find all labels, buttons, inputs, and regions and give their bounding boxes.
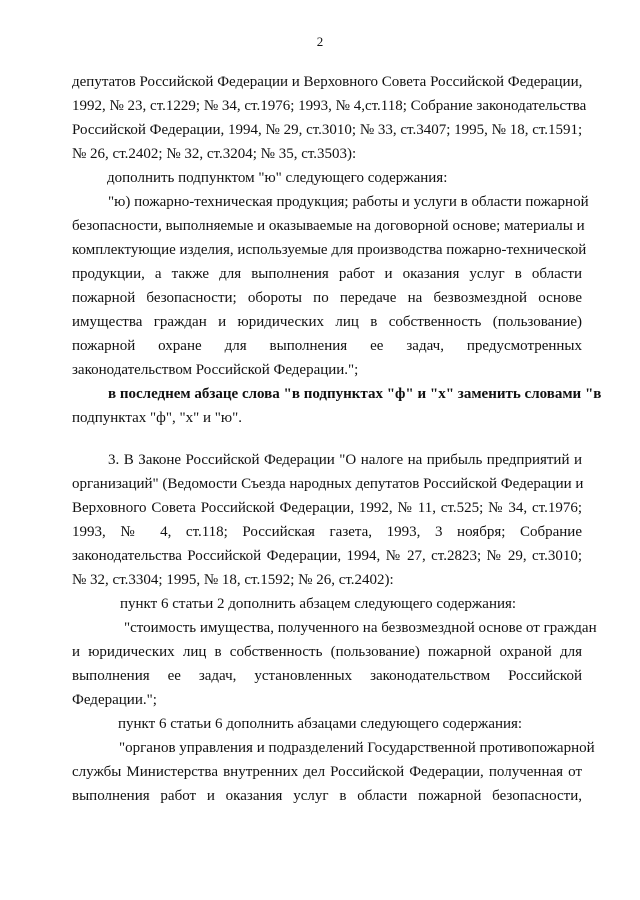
text-line: 1992, № 23, ст.1229; № 34, ст.1976; 1993, № 4,ст.118; Собрание законодательства	[72, 98, 587, 114]
text-line: "стоимость имущества, полученного на безвозмездной основе от граждан	[124, 620, 597, 636]
text-line: депутатов Российской Федерации и Верховного Совета Российской Федерации,	[72, 74, 583, 90]
text-line: имущества граждан и юридических лиц в собственность (пользование)	[72, 314, 582, 330]
text-line: пожарной охране для выполнения ее задач, предусмотренных	[72, 338, 582, 354]
text-line: 1993, № 4, ст.118; Российская газета, 1993, 3 ноября; Собрание	[72, 524, 582, 540]
text-line: "ю) пожарно-техническая продукция; работы и услуги в области пожарной	[108, 194, 589, 210]
page-number: 2	[316, 34, 324, 49]
text-line: службы Министерства внутренних дел Российской Федерации, полученная от	[72, 764, 582, 780]
text-line: Верховного Совета Российской Федерации, 1992, № 11, ст.525; № 34, ст.1976;	[72, 500, 582, 516]
text-line: пожарной безопасности; обороты по передаче на безвозмездной основе	[72, 290, 582, 306]
text-line: выполнения работ и оказания услуг в области пожарной безопасности,	[72, 788, 582, 804]
text-line: 3. В Законе Российской Федерации "О налоге на прибыль предприятий и	[108, 452, 582, 468]
text-line: пункт 6 статьи 2 дополнить абзацем следующего содержания:	[120, 596, 517, 612]
text-line: законодательства Российской Федерации, 1994, № 27, ст.2823; № 29, ст.3010;	[72, 548, 582, 564]
text-line: и юридических лиц в собственность (пользование) пожарной охраной для	[72, 644, 582, 660]
text-line: дополнить подпунктом "ю" следующего содержания:	[107, 170, 448, 186]
text-line: подпунктах "ф", "х" и "ю".	[72, 410, 242, 426]
text-line: выполнения ее задач, установленных законодательством Российской	[72, 668, 582, 684]
text-line: "органов управления и подразделений Государственной противопожарной	[119, 740, 595, 756]
text-line: Российской Федерации, 1994, № 29, ст.3010; № 33, ст.3407; 1995, № 18, ст.1591;	[72, 122, 583, 138]
text-line: пункт 6 статьи 6 дополнить абзацами следующего содержания:	[118, 716, 523, 732]
text-line: № 32, ст.3304; 1995, № 18, ст.1592; № 26, ст.2402):	[72, 572, 394, 588]
text-line: безопасности, выполняемые и оказываемые на договорной основе; материалы и	[72, 218, 585, 234]
text-line: № 26, ст.2402; № 32, ст.3204; № 35, ст.3503):	[72, 146, 357, 162]
text-line: в последнем абзаце слова "в подпунктах "ф" и "х" заменить словами "в	[108, 386, 602, 402]
text-line: комплектующие изделия, используемые для производства пожарно-технической	[72, 242, 587, 258]
text-line: организаций" (Ведомости Съезда народных депутатов Российской Федерации и	[72, 476, 584, 492]
text-line: продукции, а также для выполнения работ и оказания услуг в области	[72, 266, 582, 282]
text-line: законодательством Российской Федерации.";	[72, 362, 359, 378]
text-line: Федерации.";	[72, 692, 157, 708]
